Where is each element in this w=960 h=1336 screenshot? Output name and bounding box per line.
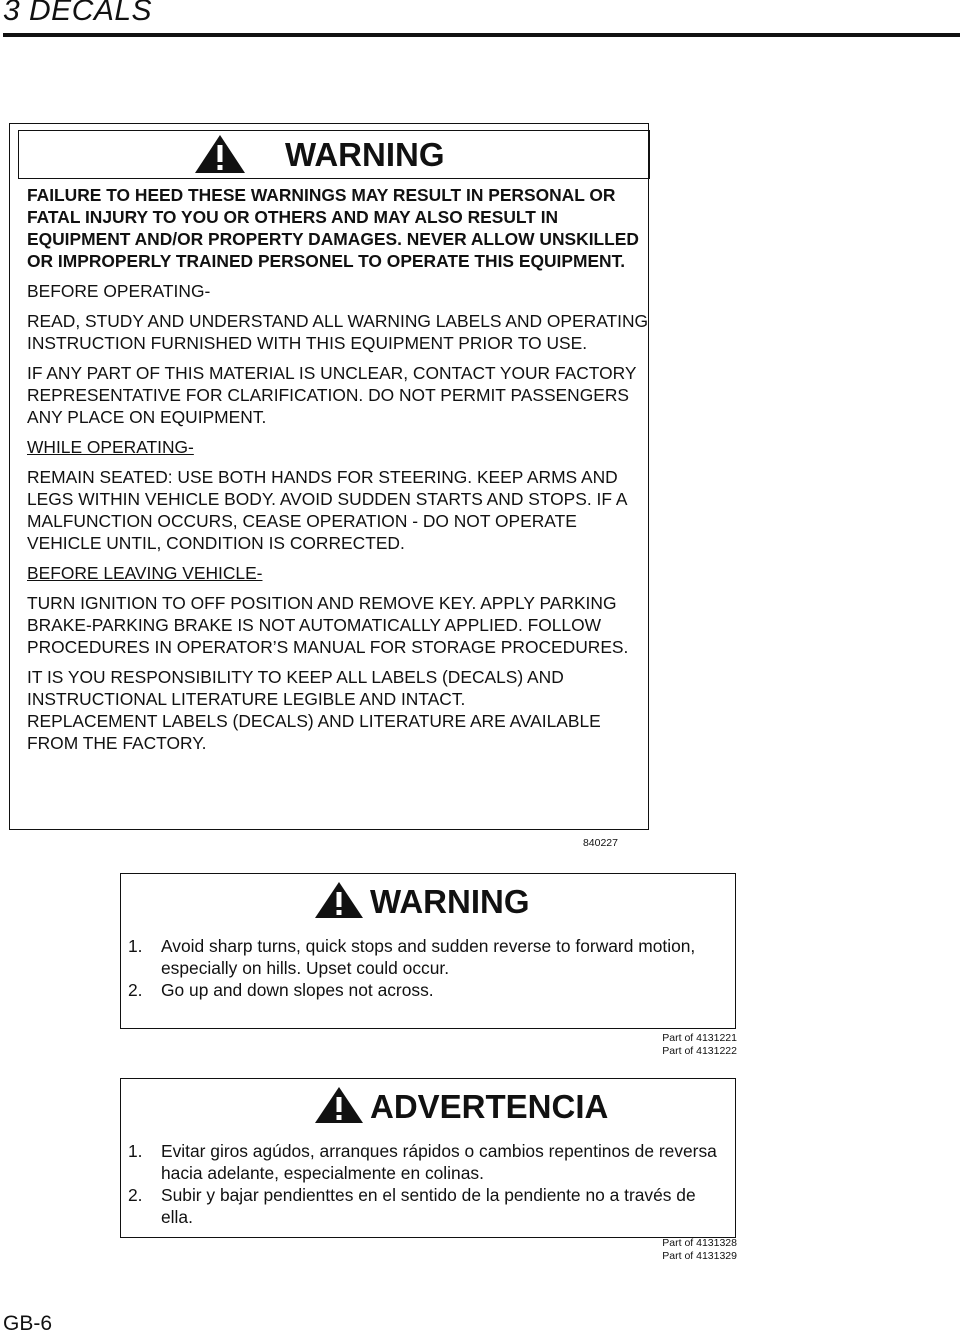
warning-decal-es <box>120 1078 736 1238</box>
item-number: 1. <box>128 1141 143 1161</box>
while-operating-heading: WHILE OPERATING- <box>27 437 194 457</box>
header-rule <box>3 33 960 37</box>
page-number: GB-6 <box>3 1312 53 1335</box>
part-numbers-en <box>600 1032 737 1058</box>
warning-body <box>27 184 652 754</box>
decal-code: 840227 <box>582 837 618 849</box>
part-number: Part of 4131222 <box>662 1045 737 1057</box>
responsibility-text: IT IS YOU RESPONSIBILITY TO KEEP ALL LABELS (DECALS) AND INSTRUCTIONAL LITERATURE LEGIBLE AND INTACT. <box>27 667 564 709</box>
warning-title-bar <box>18 130 650 179</box>
item-number: 1. <box>128 936 143 956</box>
section-title: 3 DECALS <box>3 0 153 27</box>
warning-decal-main <box>9 123 649 830</box>
list-item <box>128 979 725 1001</box>
before-operating-text-2: IF ANY PART OF THIS MATERIAL IS UNCLEAR, CONTACT YOUR FACTORY REPRESENTATIVE FOR CLARIFICATION. DO NOT PERMIT PASSENGERS ANY PLACE ON EQUIPMENT. <box>27 363 637 427</box>
item-text: Go up and down slopes not across. <box>161 980 434 1000</box>
warning-es-title: ADVERTENCIA <box>370 1088 609 1125</box>
replacement-text: REPLACEMENT LABELS (DECALS) AND LITERATURE ARE AVAILABLE FROM THE FACTORY. <box>27 711 601 753</box>
list-item <box>128 1184 725 1228</box>
before-operating-heading: BEFORE OPERATING- <box>27 281 211 301</box>
part-numbers-es <box>600 1237 737 1263</box>
item-number: 2. <box>128 980 143 1000</box>
item-text: Subir y bajar pendienttes en el sentido de la pendiente no a través de ella. <box>161 1185 696 1227</box>
warning-decal-en <box>120 873 736 1029</box>
warning-triangle-icon <box>194 134 246 179</box>
warning-triangle-icon <box>314 881 364 924</box>
before-leaving-text: TURN IGNITION TO OFF POSITION AND REMOVE KEY. APPLY PARKING BRAKE-PARKING BRAKE IS NOT AUTOMATICALLY APPLIED. FOLLOW PROCEDURES IN OPERATOR’S MANUAL FOR STORAGE PROCEDURES. <box>27 593 629 657</box>
warning-en-title-row <box>314 880 530 924</box>
list-item <box>128 1140 725 1184</box>
page-header <box>3 0 960 36</box>
item-number: 2. <box>128 1185 143 1205</box>
part-number: Part of 4131221 <box>662 1032 737 1044</box>
warning-triangle-icon <box>314 1086 364 1129</box>
item-text: Avoid sharp turns, quick stops and sudden reverse to forward motion, especially on hills. Upset could occur. <box>161 936 696 978</box>
warning-intro: FAILURE TO HEED THESE WARNINGS MAY RESULT IN PERSONAL OR FATAL INJURY TO YOU OR OTHERS AND MAY ALSO RESULT IN EQUIPMENT AND/OR PROPERTY DAMAGES. NEVER ALLOW UNSKILLED OR IMPROPERLY TRAINED PERSONEL TO OPERATE THIS EQUIPMENT. <box>27 185 639 271</box>
before-leaving-heading: BEFORE LEAVING VEHICLE- <box>27 563 263 583</box>
warning-es-title-row <box>314 1085 608 1129</box>
list-item <box>128 935 725 979</box>
before-operating-text-1: READ, STUDY AND UNDERSTAND ALL WARNING LABELS AND OPERATING INSTRUCTION FURNISHED WITH THIS EQUIPMENT PRIOR TO USE. <box>27 311 649 353</box>
warning-en-list <box>128 935 725 1001</box>
warning-title: WARNING <box>285 136 445 173</box>
part-number: Part of 4131328 <box>662 1237 737 1249</box>
warning-es-list <box>128 1140 725 1228</box>
warning-en-title: WARNING <box>370 883 530 920</box>
while-operating-text: REMAIN SEATED: USE BOTH HANDS FOR STEERING. KEEP ARMS AND LEGS WITHIN VEHICLE BODY. AVOID SUDDEN STARTS AND STOPS. IF A MALFUNCTION OCCURS, CEASE OPERATION - DO NOT OPERATE VEHICLE UNTIL, CONDITION IS CORRECTED. <box>27 467 627 553</box>
part-number: Part of 4131329 <box>662 1250 737 1262</box>
item-text: Evitar giros agúdos, arranques rápidos o cambios repentinos de reversa hacia adelante, especialmente en colinas. <box>161 1141 717 1183</box>
